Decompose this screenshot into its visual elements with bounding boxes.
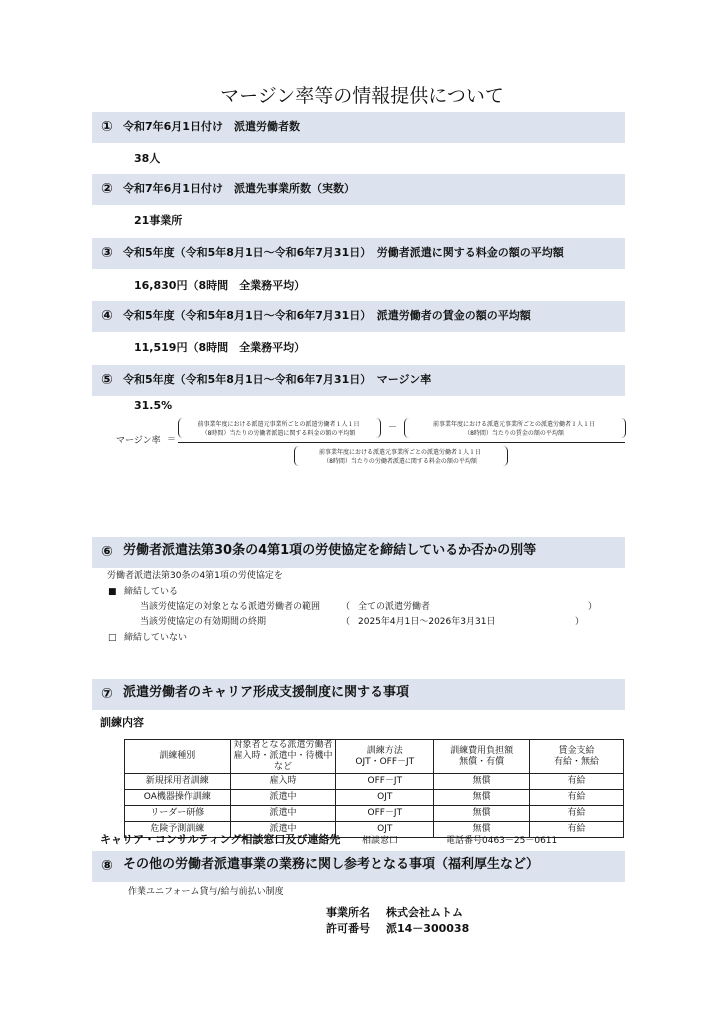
table-cell: 無償 [434,790,530,806]
table-cell: 危険予測訓練 [125,822,231,838]
average-wage: 11,519円（8時間 全業務平均） [134,341,306,354]
formula-denominator-2: （8時間）当たりの労働者派遣に関する料金の額の平均額 [323,458,477,465]
table-header-row [125,740,624,774]
concluded-checkbox: ■ [108,587,117,597]
margin-rate: 31.5% [134,399,173,412]
company-name: 株式会社ムトム [386,906,463,919]
table-cell: OA機器操作訓練 [125,790,231,806]
not-concluded-label: 締結していない [124,633,188,643]
training-table [124,739,624,838]
license-number: 派14－300038 [386,922,470,935]
formula-denominator-1: 前事業年度における派遣元事業所ごとの派遣労働者１人１日 [318,449,481,456]
section-heading: 労働者派遣法第30条の4第1項の労使協定を締結しているか否かの別等 [123,543,537,558]
table-cell: OJT [336,790,434,806]
table-cell: 派遣中 [230,806,336,822]
table-cell: 無償 [434,774,530,790]
table-cell: OFF－JT [336,774,434,790]
formula-label: マージン率 [116,436,161,446]
table-row [125,774,624,790]
table-header-cell: 訓練種別 [125,740,231,774]
table-header-cell: 対象者となる派遣労働者 雇入時・派遣中・待機中など [230,740,336,774]
table-cell: 有給 [530,822,624,838]
section-5-header [92,365,625,396]
scope-close: ） [588,602,598,612]
section-number: ⑧ [101,858,113,874]
formula-numerator-left-2: （8時間）当たりの労働者派遣に関する料金の額の平均額 [201,430,356,437]
section-heading: 令和7年6月1日付け 派遣先事業所数（実数） [123,182,355,195]
scope-value: 全ての派遣労働者 [358,602,431,612]
table-cell: 派遣中 [230,822,336,838]
table-cell: 無償 [434,806,530,822]
section-number: ⑦ [101,686,113,702]
section-number: ④ [101,308,113,324]
consultation-phone: 電話番号0463－25－0611 [446,836,558,846]
training-label: 訓練内容 [100,716,144,729]
formula-numerator-left-1: 前事業年度における派遣元事業所ごとの派遣労働者１人１日 [197,421,360,428]
section-7-header [92,679,625,710]
license-label: 許可番号 [326,922,370,935]
consultation-label: キャリア・コンサルティング相談窓口及び連絡先 [100,833,341,846]
section-8-header [92,851,625,882]
section-number: ③ [101,245,113,261]
consultation-window: 相談窓口 [362,836,399,846]
agreement-intro: 労働者派遣法第30条の4第1項の労使協定を [107,571,283,581]
company-name-label: 事業所名 [326,906,370,919]
table-cell: リーダー研修 [125,806,231,822]
other-benefits: 作業ユニフォーム貸与/給与前払い制度 [128,887,284,897]
section-3-header [92,238,625,269]
scope-open: （ [341,602,351,612]
table-cell: 有給 [530,806,624,822]
table-row [125,806,624,822]
formula-numerator-right-2: （8時間）当たりの賃金の額の平均額 [464,430,564,437]
worker-count: 38人 [134,152,161,165]
term-close: ） [575,617,585,627]
section-heading: 派遣労働者のキャリア形成支援制度に関する事項 [123,685,410,700]
table-cell: 有給 [530,774,624,790]
section-heading: 令和7年6月1日付け 派遣労働者数 [123,120,300,133]
section-heading: 令和5年度（令和5年8月1日～令和6年7月31日） マージン率 [123,373,432,386]
section-2-header [92,174,625,205]
formula-minus: － [388,423,398,433]
formula-equals: ＝ [167,435,177,445]
section-number: ⑥ [101,544,113,560]
client-office-count: 21事業所 [134,214,183,227]
table-header-cell: 訓練方法 OJT・OFF－JT [336,740,434,774]
table-cell: 雇入時 [230,774,336,790]
fraction-line [178,442,625,443]
table-cell: 新規採用者訓練 [125,774,231,790]
table-cell: 派遣中 [230,790,336,806]
table-cell: OFF－JT [336,806,434,822]
term-value: 2025年4月1日～2026年3月31日 [358,617,496,627]
concluded-label: 締結している [124,587,179,597]
section-4-header [92,301,625,332]
table-cell: OJT [336,822,434,838]
section-heading: その他の労働者派遣事業の業務に関し参考となる事項（福利厚生など） [123,857,540,872]
section-6-header [92,537,625,568]
scope-label: 当該労使協定の対象となる派遣労働者の範囲 [140,602,321,612]
section-number: ⑤ [101,372,113,388]
not-concluded-checkbox: □ [108,633,117,643]
table-header-cell: 賃金支給 有給・無給 [530,740,624,774]
term-open: （ [341,617,351,627]
section-number: ① [101,119,113,135]
table-cell: 有給 [530,790,624,806]
formula-numerator-right-1: 前事業年度における派遣元事業所ごとの派遣労働者１人１日 [432,421,595,428]
average-fee: 16,830円（8時間 全業務平均） [134,279,306,292]
section-number: ② [101,181,113,197]
section-1-header [92,112,625,143]
table-row [125,790,624,806]
page-title: マージン率等の情報提供について [220,85,504,107]
section-heading: 令和5年度（令和5年8月1日～令和6年7月31日） 派遣労働者の賃金の額の平均額 [123,309,531,322]
section-heading: 令和5年度（令和5年8月1日～令和6年7月31日） 労働者派遣に関する料金の額の平均額 [123,246,564,259]
table-cell: 無償 [434,822,530,838]
term-label: 当該労使協定の有効期間の終期 [140,617,267,627]
table-header-cell: 訓練費用負担額 無償・有償 [434,740,530,774]
